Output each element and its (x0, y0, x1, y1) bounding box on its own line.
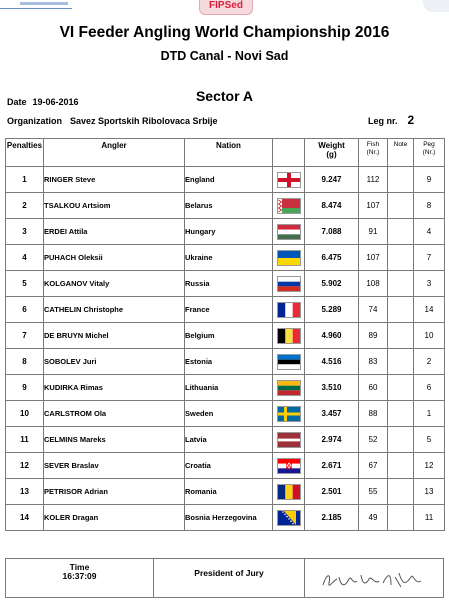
peg-cell: 13 (414, 479, 445, 505)
flag-cell (273, 427, 305, 453)
results-table (5, 138, 445, 531)
flag-cell (273, 401, 305, 427)
peg-cell: 1 (414, 401, 445, 427)
nation-cell: England (185, 167, 273, 193)
partner-logo (423, 0, 449, 12)
angler-cell: CARLSTROM Ola (44, 401, 185, 427)
date-label: Date (7, 97, 27, 107)
penalty-cell: 6 (6, 297, 44, 323)
organizer-logo (0, 0, 72, 9)
peg-cell: 3 (414, 271, 445, 297)
note-cell (388, 167, 414, 193)
angler-cell: KUDIRKA Rimas (44, 375, 185, 401)
penalty-cell: 13 (6, 479, 44, 505)
header-note: Note (388, 139, 414, 167)
angler-cell: KOLER Dragan (44, 505, 185, 531)
fish-cell: 74 (359, 297, 388, 323)
weight-cell: 9.247 (305, 167, 359, 193)
penalty-cell: 11 (6, 427, 44, 453)
header-nation: Nation (185, 139, 273, 167)
penalty-cell: 8 (6, 349, 44, 375)
leg-line (368, 113, 414, 127)
weight-cell: 3.510 (305, 375, 359, 401)
fish-cell: 107 (359, 193, 388, 219)
table-row (6, 479, 445, 505)
ukraine-flag-icon (277, 250, 301, 266)
fish-cell: 67 (359, 453, 388, 479)
angler-cell: ERDEI Attila (44, 219, 185, 245)
header-flag (273, 139, 305, 167)
peg-unit: (Nr.) (422, 149, 436, 156)
table-row (6, 349, 445, 375)
sector-title: Sector A (195, 88, 254, 104)
organization-value: Savez Sportskih Ribolovaca Srbije (70, 116, 218, 126)
results-body (6, 167, 445, 531)
flag-cell (273, 505, 305, 531)
note-cell (388, 219, 414, 245)
nation-cell: Croatia (185, 453, 273, 479)
time-label: Time (69, 562, 90, 572)
weight-cell: 7.088 (305, 219, 359, 245)
fish-cell: 83 (359, 349, 388, 375)
note-cell (388, 375, 414, 401)
peg-cell: 8 (414, 193, 445, 219)
note-cell (388, 427, 414, 453)
peg-cell: 12 (414, 453, 445, 479)
peg-cell: 14 (414, 297, 445, 323)
fish-cell: 88 (359, 401, 388, 427)
russia-flag-icon (277, 276, 301, 292)
hungary-flag-icon (277, 224, 301, 240)
flag-cell (273, 193, 305, 219)
header-fish (359, 139, 388, 167)
table-row (6, 245, 445, 271)
nation-cell: Sweden (185, 401, 273, 427)
lithuania-flag-icon (277, 380, 301, 396)
angler-cell: TSALKOU Artsiom (44, 193, 185, 219)
peg-cell: 11 (414, 505, 445, 531)
nation-cell: Russia (185, 271, 273, 297)
table-header-row (6, 139, 445, 167)
peg-cell: 7 (414, 245, 445, 271)
fish-cell: 89 (359, 323, 388, 349)
note-cell (388, 323, 414, 349)
table-row (6, 453, 445, 479)
fish-cell: 52 (359, 427, 388, 453)
weight-cell: 8.474 (305, 193, 359, 219)
flag-cell (273, 453, 305, 479)
fish-cell: 108 (359, 271, 388, 297)
note-cell (388, 271, 414, 297)
date-value: 19-06-2016 (32, 97, 79, 107)
peg-cell: 10 (414, 323, 445, 349)
penalty-cell: 7 (6, 323, 44, 349)
flag-cell (273, 271, 305, 297)
weight-cell: 5.289 (305, 297, 359, 323)
flag-cell (273, 349, 305, 375)
flag-cell (273, 375, 305, 401)
organization-line (7, 116, 218, 126)
note-cell (388, 193, 414, 219)
angler-cell: PUHACH Oleksii (44, 245, 185, 271)
penalty-cell: 12 (6, 453, 44, 479)
fish-cell: 112 (359, 167, 388, 193)
table-row (6, 323, 445, 349)
estonia-flag-icon (277, 354, 301, 370)
time-cell (6, 559, 154, 597)
penalty-cell: 14 (6, 505, 44, 531)
page-title: VI Feeder Angling World Championship 2016 (59, 24, 390, 41)
date-line (7, 97, 79, 107)
note-cell (388, 297, 414, 323)
fish-cell: 49 (359, 505, 388, 531)
nation-cell: Lithuania (185, 375, 273, 401)
france-flag-icon (277, 302, 301, 318)
penalty-cell: 5 (6, 271, 44, 297)
peg-cell: 6 (414, 375, 445, 401)
weight-cell: 2.501 (305, 479, 359, 505)
weight-cell: 6.475 (305, 245, 359, 271)
angler-cell: SOBOLEV Juri (44, 349, 185, 375)
nation-cell: Belgium (185, 323, 273, 349)
signature-icon (305, 559, 445, 597)
note-cell (388, 401, 414, 427)
nation-cell: Latvia (185, 427, 273, 453)
nation-cell: Bosnia Herzegovina (185, 505, 273, 531)
penalty-cell: 3 (6, 219, 44, 245)
peg-cell: 5 (414, 427, 445, 453)
note-cell (388, 479, 414, 505)
note-cell (388, 349, 414, 375)
romania-flag-icon (277, 484, 301, 500)
croatia-flag-icon (277, 458, 301, 474)
header-peg (414, 139, 445, 167)
penalty-cell: 10 (6, 401, 44, 427)
table-row (6, 167, 445, 193)
flag-cell (273, 297, 305, 323)
president-label: President of Jury (194, 568, 264, 578)
flag-cell (273, 245, 305, 271)
nation-cell: Ukraine (185, 245, 273, 271)
peg-cell: 2 (414, 349, 445, 375)
time-value: 16:37:09 (62, 571, 97, 581)
bosnia-flag-icon (277, 510, 301, 526)
flag-cell (273, 323, 305, 349)
fish-cell: 55 (359, 479, 388, 505)
note-cell (388, 245, 414, 271)
weight-cell: 4.960 (305, 323, 359, 349)
penalty-cell: 2 (6, 193, 44, 219)
footer-box (5, 558, 444, 598)
table-row (6, 505, 445, 531)
weight-cell: 2.185 (305, 505, 359, 531)
belarus-flag-icon (277, 198, 301, 214)
angler-cell: RINGER Steve (44, 167, 185, 193)
fish-cell: 91 (359, 219, 388, 245)
header-penalties: Penalties (6, 139, 44, 167)
organization-label: Organization (7, 116, 63, 126)
nation-cell: Belarus (185, 193, 273, 219)
header-weight (305, 139, 359, 167)
venue-subtitle: DTD Canal - Novi Sad (160, 49, 289, 63)
weight-cell: 4.516 (305, 349, 359, 375)
angler-cell: PETRISOR Adrian (44, 479, 185, 505)
table-row (6, 375, 445, 401)
table-row (6, 219, 445, 245)
table-row (6, 193, 445, 219)
weight-cell: 2.974 (305, 427, 359, 453)
latvia-flag-icon (277, 432, 301, 448)
flag-cell (273, 479, 305, 505)
weight-cell: 2.671 (305, 453, 359, 479)
angler-cell: SEVER Braslav (44, 453, 185, 479)
nation-cell: Hungary (185, 219, 273, 245)
fish-label: Fish (366, 141, 380, 148)
fish-unit: (Nr.) (366, 149, 380, 156)
note-cell (388, 453, 414, 479)
fish-cell: 107 (359, 245, 388, 271)
table-row (6, 297, 445, 323)
sweden-flag-icon (277, 406, 301, 422)
peg-cell: 9 (414, 167, 445, 193)
nation-cell: Romania (185, 479, 273, 505)
penalty-cell: 1 (6, 167, 44, 193)
top-logos (0, 0, 449, 14)
note-cell (388, 505, 414, 531)
president-cell (154, 559, 305, 597)
angler-cell: DE BRUYN Michel (44, 323, 185, 349)
weight-cell: 5.902 (305, 271, 359, 297)
angler-cell: CELMINS Mareks (44, 427, 185, 453)
fips-logo: FIPSed (199, 0, 253, 15)
flag-cell (273, 167, 305, 193)
england-flag-icon (277, 172, 301, 188)
table-row (6, 427, 445, 453)
weight-unit: (g) (326, 150, 337, 159)
weight-cell: 3.457 (305, 401, 359, 427)
flag-cell (273, 219, 305, 245)
nation-cell: Estonia (185, 349, 273, 375)
table-row (6, 401, 445, 427)
leg-label: Leg nr. (368, 116, 398, 126)
fish-cell: 60 (359, 375, 388, 401)
angler-cell: CATHELIN Christophe (44, 297, 185, 323)
weight-label: Weight (318, 141, 345, 150)
angler-cell: KOLGANOV Vitaly (44, 271, 185, 297)
peg-cell: 4 (414, 219, 445, 245)
leg-value: 2 (407, 113, 415, 127)
penalty-cell: 9 (6, 375, 44, 401)
header-angler: Angler (44, 139, 185, 167)
penalty-cell: 4 (6, 245, 44, 271)
table-row (6, 271, 445, 297)
peg-label: Peg (423, 141, 435, 148)
belgium-flag-icon (277, 328, 301, 344)
nation-cell: France (185, 297, 273, 323)
